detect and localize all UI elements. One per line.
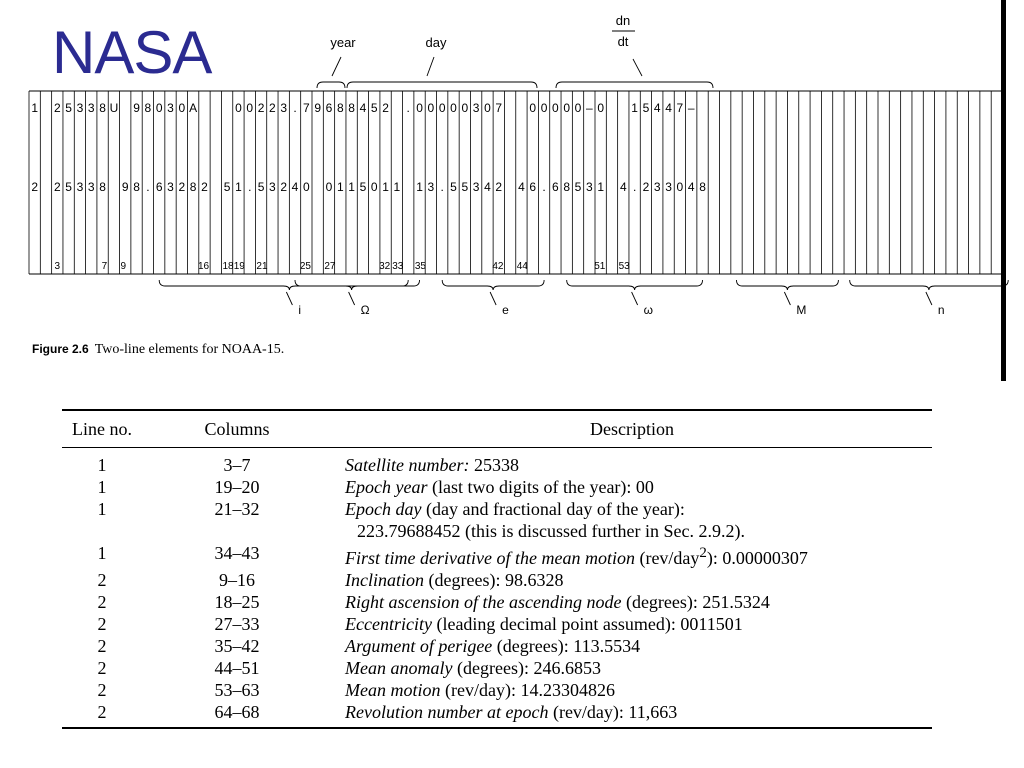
tle-cell-char: 3	[87, 101, 95, 115]
tle-cell-char: 3	[472, 180, 480, 194]
row-field-name: Right ascension of the ascending node	[345, 592, 622, 612]
row-field-name: Epoch day	[345, 499, 422, 519]
tle-cell-char: 5	[223, 180, 231, 194]
row-description	[332, 657, 932, 679]
row-field-detail: (degrees): 246.6853	[452, 658, 601, 678]
brace-pointer	[286, 292, 292, 305]
row-line-no: 2	[97, 702, 107, 722]
table-row	[62, 679, 932, 701]
row-columns: 18–25	[214, 592, 260, 612]
tle-cell-char: 3	[472, 101, 480, 115]
row-columns: 9–16	[219, 570, 255, 590]
table-row	[62, 613, 932, 635]
tle-cell-char: 2	[53, 101, 61, 115]
row-description	[332, 542, 932, 569]
column-number: 9	[120, 261, 127, 272]
tle-cell-char: 4	[687, 180, 695, 194]
column-number: 21	[256, 261, 268, 272]
header-line-no: Line no.	[72, 418, 132, 439]
figure-caption-label: Figure 2.6	[32, 342, 89, 356]
tle-cell-char: 8	[699, 180, 706, 194]
tle-cell-char: 4	[484, 180, 491, 194]
column-number: 33	[392, 261, 404, 272]
table-header	[62, 411, 932, 448]
tle-cell-char: 1	[235, 180, 242, 194]
row-field-detail: (rev/day): 14.23304826	[440, 680, 615, 700]
tle-cell-char: .	[248, 180, 252, 194]
row-field-detail: (leading decimal point assumed): 0011501	[431, 614, 743, 634]
row-line-no: 2	[97, 658, 107, 678]
row-description	[332, 701, 932, 723]
annotation-bracket	[556, 82, 713, 88]
tle-cell-char: 3	[665, 180, 672, 194]
row-line-no: 2	[97, 636, 107, 656]
tle-cell-char: 8	[99, 180, 106, 194]
brace-label: i	[298, 303, 302, 317]
column-number: 27	[324, 261, 336, 272]
brace-6	[850, 280, 1009, 290]
tle-cell-char: 1	[393, 180, 401, 194]
row-line-no: 2	[97, 680, 107, 700]
tle-cell-char: 8	[144, 101, 152, 115]
tle-cell-char: 3	[653, 180, 661, 194]
brace-pointer	[490, 292, 496, 305]
tle-cell-char: 9	[121, 180, 129, 194]
brace-pointer	[926, 292, 932, 305]
slide-title: NASA	[52, 19, 212, 86]
tle-cell-char: .	[293, 101, 297, 115]
row-line-no: 1	[97, 477, 107, 497]
tle-cell-char: 0	[529, 101, 537, 115]
tle-cell-char: 3	[87, 180, 95, 194]
year-pointer	[332, 57, 341, 76]
row-columns: 19–20	[214, 477, 260, 497]
tle-cell-char: 1	[31, 101, 39, 115]
table-row	[62, 591, 932, 613]
tle-cell-char: 1	[631, 101, 638, 115]
row-line-no: 1	[97, 455, 107, 475]
tle-cell-char: 4	[619, 180, 627, 194]
tle-cell-char: .	[440, 180, 444, 194]
figure-caption-text: Two-line elements for NOAA-15.	[94, 342, 285, 357]
tle-cell-char: 3	[167, 101, 174, 115]
row-field-detail: (degrees): 113.5534	[492, 636, 641, 656]
brace-pointer	[349, 292, 355, 305]
tle-cell-char: 4	[291, 180, 299, 194]
row-field-detail: (last two digits of the year): 00	[427, 477, 654, 497]
tle-cell-char: 1	[416, 180, 423, 194]
column-number: 53	[618, 261, 630, 272]
table-body	[62, 448, 932, 727]
tle-cell-char: 0	[155, 101, 163, 115]
tle-cell-char: .	[632, 180, 637, 194]
row-columns: 35–42	[214, 636, 260, 656]
tle-cell-char: 3	[280, 101, 288, 115]
tle-column-numbers	[55, 261, 631, 272]
brace-pointer	[784, 292, 790, 305]
tle-cell-char: 8	[133, 180, 140, 194]
tle-cell-char: 0	[438, 101, 446, 115]
tle-cell-char: 5	[359, 180, 367, 194]
table-row	[62, 657, 932, 679]
annotation-year: year	[330, 35, 356, 50]
tle-description-table	[62, 409, 932, 729]
tle-cell-char: 8	[99, 101, 106, 115]
column-number: 51	[594, 261, 606, 272]
tle-cell-char: 9	[133, 101, 140, 115]
column-number: 44	[516, 261, 528, 272]
row-field-name: Epoch year	[345, 477, 428, 497]
tle-cell-char: 0	[676, 180, 684, 194]
row-field-detail: (rev/day	[634, 548, 700, 568]
tle-cell-char: 7	[495, 101, 503, 115]
tle-cell-char: 3	[585, 180, 593, 194]
tle-cell-char: 5	[642, 101, 650, 115]
brace-4	[567, 280, 703, 290]
column-number: 25	[299, 261, 311, 272]
tle-cell-char: A	[189, 101, 198, 115]
tle-cell-char: 0	[178, 101, 186, 115]
row-line-no: 2	[97, 592, 107, 612]
row-line-no: 1	[97, 543, 107, 563]
row-field-detail: (rev/day): 11,663	[548, 702, 678, 722]
tle-cell-char: U	[109, 101, 119, 115]
brace-label: Ω	[360, 303, 370, 317]
tle-cell-char: 5	[257, 180, 265, 194]
table-row	[62, 635, 932, 657]
tle-cell-char: 5	[370, 101, 378, 115]
tle-cell-char: 2	[257, 101, 265, 115]
row-description	[332, 454, 932, 476]
tle-cell-char: 0	[246, 101, 254, 115]
row-columns: 34–43	[214, 543, 260, 563]
row-field-detail: (degrees): 98.6328	[424, 570, 564, 590]
tle-cell-char: 2	[178, 180, 186, 194]
tle-cell-char: 3	[269, 180, 276, 194]
row-columns: 21–32	[214, 499, 260, 519]
tle-cell-char: 2	[495, 180, 503, 194]
tle-cell-char: –	[687, 101, 695, 115]
tle-cell-char: 2	[382, 101, 389, 115]
row-field-tail: ): 0.00000307	[706, 548, 808, 568]
row-line-no: 1	[97, 499, 107, 519]
tle-cell-char: 1	[336, 180, 344, 194]
annotation-dt: dt	[617, 34, 629, 49]
tle-cell-char: 0	[370, 180, 378, 194]
tle-cell-char: 5	[461, 180, 469, 194]
row-line-no: 2	[97, 614, 107, 634]
row-field-name: First time derivative of the mean motion	[345, 548, 635, 568]
header-columns: Columns	[204, 418, 270, 439]
tle-cell-char: 9	[314, 101, 322, 115]
row-field-name: Eccentricity	[345, 614, 432, 634]
tle-cell-char: 0	[597, 101, 605, 115]
tle-cell-char: .	[542, 180, 546, 194]
table-row	[62, 701, 932, 723]
tle-cell-char: 0	[461, 101, 469, 115]
tle-cell-char: –	[585, 101, 593, 115]
row-columns: 3–7	[223, 455, 251, 475]
row-description	[332, 613, 932, 635]
table-row	[62, 569, 932, 591]
tle-cell-char: 6	[552, 180, 559, 194]
row-field-detail: 25338	[469, 455, 519, 475]
figure-caption	[32, 342, 284, 358]
tle-cell-char: 1	[597, 180, 605, 194]
tle-figure	[0, 0, 1024, 340]
tle-cell-char: 2	[53, 180, 61, 194]
tle-cell-char: 6	[325, 101, 333, 115]
tle-cell-char: 0	[450, 101, 457, 115]
row-columns: 64–68	[214, 702, 260, 722]
row-description	[332, 569, 932, 591]
tle-cell-char: 3	[76, 101, 84, 115]
tle-cell-char: 0	[427, 101, 435, 115]
column-number: 18	[222, 261, 234, 272]
tle-cell-char: 4	[653, 101, 661, 115]
row-field-name: Argument of perigee	[345, 636, 493, 656]
tle-cell-char: 2	[642, 180, 650, 194]
tle-cell-char: 7	[302, 101, 310, 115]
tle-cell-char: 0	[484, 101, 491, 115]
brace-pointer	[632, 292, 638, 305]
tle-cell-char: 0	[574, 101, 582, 115]
annotation-bracket	[317, 82, 345, 88]
brace-label: M	[796, 303, 807, 317]
brace-2	[295, 280, 408, 290]
tle-annotations	[317, 13, 713, 88]
tle-cell-char: 8	[348, 101, 355, 115]
tle-cell-char: 4	[359, 101, 367, 115]
row-description	[332, 498, 932, 542]
tle-cell-char: 0	[416, 101, 423, 115]
tle-cell-char: 3	[427, 180, 435, 194]
column-number: 3	[54, 261, 61, 272]
row-description	[332, 476, 932, 498]
row-line-no: 2	[97, 570, 107, 590]
tle-cell-char: 2	[31, 180, 39, 194]
brace-1	[159, 280, 419, 290]
column-number: 42	[492, 261, 504, 272]
tle-cell-char: 2	[280, 180, 288, 194]
tle-cell-char: 0	[563, 101, 571, 115]
column-number: 16	[197, 261, 210, 272]
dndt-pointer	[633, 59, 642, 76]
column-number: 19	[233, 261, 245, 272]
row-columns: 27–33	[214, 614, 260, 634]
table-row	[62, 498, 932, 542]
row-field-name: Revolution number at epoch	[345, 702, 549, 722]
tle-cell-char: .	[406, 101, 410, 115]
row-description	[332, 635, 932, 657]
row-field-name: Inclination	[345, 570, 424, 590]
tle-cell-char: 4	[518, 180, 525, 194]
tle-cell-char: 3	[167, 180, 174, 194]
row-field-name: Satellite number:	[345, 455, 470, 475]
tle-cell-char: 5	[574, 180, 582, 194]
row-columns: 44–51	[214, 658, 260, 678]
tle-cell-char: 8	[336, 101, 344, 115]
tle-cell-char: 3	[76, 180, 84, 194]
header-description: Description	[590, 418, 674, 439]
tle-cell-char: 0	[235, 101, 242, 115]
tle-cell-char: 0	[302, 180, 310, 194]
tle-grid	[29, 91, 1001, 274]
column-number: 7	[101, 261, 108, 272]
annotation-dn: dn	[615, 13, 631, 28]
row-continuation: 223.79688452 (this is discussed further in Sec. 2.9.2).	[357, 521, 745, 541]
row-description	[332, 591, 932, 613]
tle-cell-char: 1	[382, 180, 389, 194]
row-field-detail: (day and fractional day of the year):	[421, 499, 685, 519]
tle-cell-char: 0	[552, 101, 559, 115]
row-columns: 53–63	[214, 680, 260, 700]
brace-5	[737, 280, 839, 290]
tle-cell-char: 5	[65, 101, 72, 115]
column-number: 32	[379, 261, 391, 272]
row-superscript: 2	[699, 545, 707, 561]
row-field-name: Mean anomaly	[345, 658, 453, 678]
annotation-bracket	[347, 82, 537, 88]
tle-cell-char: 6	[155, 180, 163, 194]
day-pointer	[427, 57, 434, 76]
table-row	[62, 542, 932, 569]
brace-label: e	[502, 303, 509, 317]
tle-cell-char: 4	[665, 101, 672, 115]
row-field-name: Mean motion	[345, 680, 441, 700]
tle-cell-char: .	[146, 180, 150, 194]
brace-label: n	[937, 303, 945, 317]
row-field-detail: (degrees): 251.5324	[621, 592, 770, 612]
brace-3	[442, 280, 544, 290]
tle-cell-char: 0	[540, 101, 548, 115]
tle-cell-char: 5	[450, 180, 457, 194]
tle-cell-char: 8	[189, 180, 197, 194]
tle-cell-char: 1	[348, 180, 355, 194]
table-row	[62, 476, 932, 498]
tle-cell-char: 2	[201, 180, 208, 194]
tle-braces	[159, 280, 1008, 317]
tle-cell-char: 2	[269, 101, 276, 115]
table-row	[62, 454, 932, 476]
annotation-day: day	[425, 35, 447, 50]
row-description	[332, 679, 932, 701]
brace-label: ω	[643, 303, 653, 317]
tle-cell-char: 7	[676, 101, 684, 115]
tle-cell-char: 8	[563, 180, 571, 194]
column-number: 35	[414, 261, 427, 272]
tle-cell-char: 5	[65, 180, 72, 194]
tle-cell-char: 6	[529, 180, 537, 194]
tle-cell-char: 0	[325, 180, 333, 194]
